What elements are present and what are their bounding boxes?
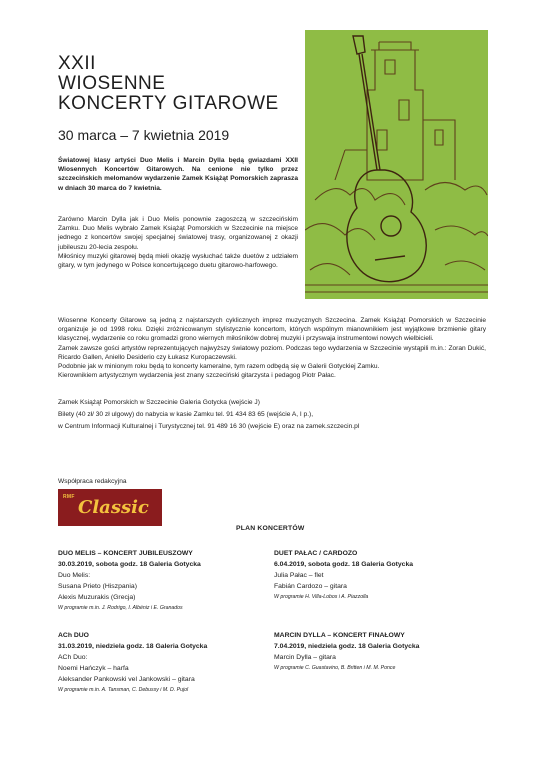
paragraph-text: Podobnie jak w minionym roku będą to koncerty kameralne, tym razem odbędą się w Galerii Gotyckiej Zamku. — [58, 363, 380, 371]
event-dates: 30 marca – 7 kwietnia 2019 — [58, 127, 230, 143]
tickets-text: Bilety (40 zł/ 30 zł ulgowy) do nabycia w kasie Zamku tel. 91 434 83 65 (wejście A, I p.), — [58, 411, 314, 419]
concert-program: W programie H. Villa-Lobos i A. Piazzolla — [274, 594, 369, 600]
performer-line: Julia Pałac – flet — [274, 572, 324, 579]
title-line: XXII — [58, 53, 96, 74]
concert-program: W programie C. Guastavino, B. Britten i M. M. Ponce — [274, 665, 396, 671]
concert-name: DUET PAŁAC / CARDOZO — [274, 550, 358, 557]
guitar-shape — [347, 36, 426, 282]
concert-plan-heading: PLAN KONCERTÓW — [236, 525, 305, 532]
performer-line: Susana Prieto (Hiszpania) — [58, 583, 137, 590]
concert-date: 6.04.2019, sobota godz. 18 Galeria Gotycka — [274, 561, 414, 568]
concert-program: W programie m.in. J. Rodrigo, I. Albéniz i E. Granados — [58, 605, 183, 611]
paragraph-text: Zamek zawsze gości artystów reprezentujących najwyższy światowy poziom. Podczas tego wydarzenia w Szczecinie wystąpili m.in.: Zoran Dukić, Ricardo Gallen, Aniello Desiderio czy Łukasz Kuropaczewski. — [58, 344, 486, 361]
performer-line: ACh Duo: — [58, 654, 88, 661]
title-line: WIOSENNE — [58, 73, 166, 94]
paragraph-text: Miłośnicy muzyki gitarowej będą mieli okazję wysłuchać także duetów z udziałem gitary, w tym jedynego w Polsce koncertującego duetu gitarowo-harfowego. — [58, 252, 298, 270]
intro-paragraph: Światowej klasy artyści Duo Melis i Marcin Dylla będą gwiazdami XXII Wiosennych Koncertów Gitarowych. Na cenione nie tylko przez szczecińskich melomanów wydarzenie Zamek Książąt Pomorskich zaprasza w dniach 30 marca do 7 kwietnia. — [58, 157, 298, 192]
paragraph-text: Wiosenne Koncerty Gitarowe są jedną z najstarszych cyklicznych imprez muzycznych Szczecina. Zamek Książąt Pomorskich w Szczecinie organizuje je od 1998 roku. Dzięki zróżnicowanym stylistycznie koncertom, których wspólnym mianownikiem jest wyjątkowe brzmienie gitary klasycznej, wydarzenie co roku gromadzi grono wiernych miłośników dobrej muzyki i przyswaja instrumentowi nowych wielbicieli. — [58, 317, 486, 343]
performer-line: Aleksander Pankowski vel Jankowski – gitara — [58, 676, 195, 683]
performer-line: Marcin Dylla – gitara — [274, 654, 336, 661]
concert-entry — [58, 548, 278, 613]
concert-date: 7.04.2019, niedziela godz. 18 Galeria Gotycka — [274, 643, 420, 650]
title-line: KONCERTY GITAROWE — [58, 93, 279, 114]
history-paragraph — [58, 316, 486, 380]
concert-entry — [58, 630, 278, 695]
guitar-castle-illustration — [305, 30, 488, 299]
performer-line: Fabián Cardozo – gitara — [274, 583, 347, 590]
paragraph-text: Kierownikiem artystycznym wydarzenia jest znany szczeciński gitarzysta i pedagog Piotr Pałac. — [58, 372, 336, 380]
logo-small-text: RMF — [63, 494, 75, 500]
guitar-illustration-icon — [305, 30, 488, 299]
performer-line: Alexis Muzurakis (Grecja) — [58, 594, 136, 601]
logo-text: Classic — [78, 497, 149, 518]
concert-name: DUO MELIS – KONCERT JUBILEUSZOWY — [58, 550, 193, 557]
venue-text: Zamek Książąt Pomorskich w Szczecinie Galeria Gotycka (wejście J) — [58, 399, 260, 406]
info-centre-text: w Centrum Informacji Kulturalnej i Turystycznej tel. 91 489 16 30 (wejście E) oraz na zamek.szczecin.pl — [58, 423, 360, 431]
performer-line: Duo Melis: — [58, 572, 91, 579]
concert-entry — [274, 630, 494, 673]
concert-name: MARCIN DYLLA – KONCERT FINAŁOWY — [274, 632, 405, 639]
event-title — [58, 54, 279, 114]
artists-paragraph — [58, 215, 298, 270]
concert-entry — [274, 548, 494, 602]
performer-line: Noemi Hańczyk – harfa — [58, 665, 129, 672]
concert-date: 31.03.2019, niedziela godz. 18 Galeria Gotycka — [58, 643, 208, 650]
concert-program: W programie m.in. A. Tansman, C. Debussy i M. D. Pujol — [58, 687, 189, 693]
concert-date: 30.03.2019, sobota godz. 18 Galeria Gotycka — [58, 561, 201, 568]
partner-caption: Współpraca redakcyjna — [58, 478, 127, 485]
paragraph-text: Zarówno Marcin Dylla jak i Duo Melis ponownie zagoszczą w szczecińskim Zamku. Duo Melis wybrało Zamek Książąt Pomorskich w Szczecinie na miejsce jednego z koncertów swojej specjalnej światowej trasy, organizowanej z okazji jubileuszu 20-lecia zespołu. — [58, 216, 298, 251]
ticket-info — [58, 398, 486, 435]
rmf-classic-logo — [58, 489, 162, 526]
concert-name: ACh DUO — [58, 632, 89, 639]
